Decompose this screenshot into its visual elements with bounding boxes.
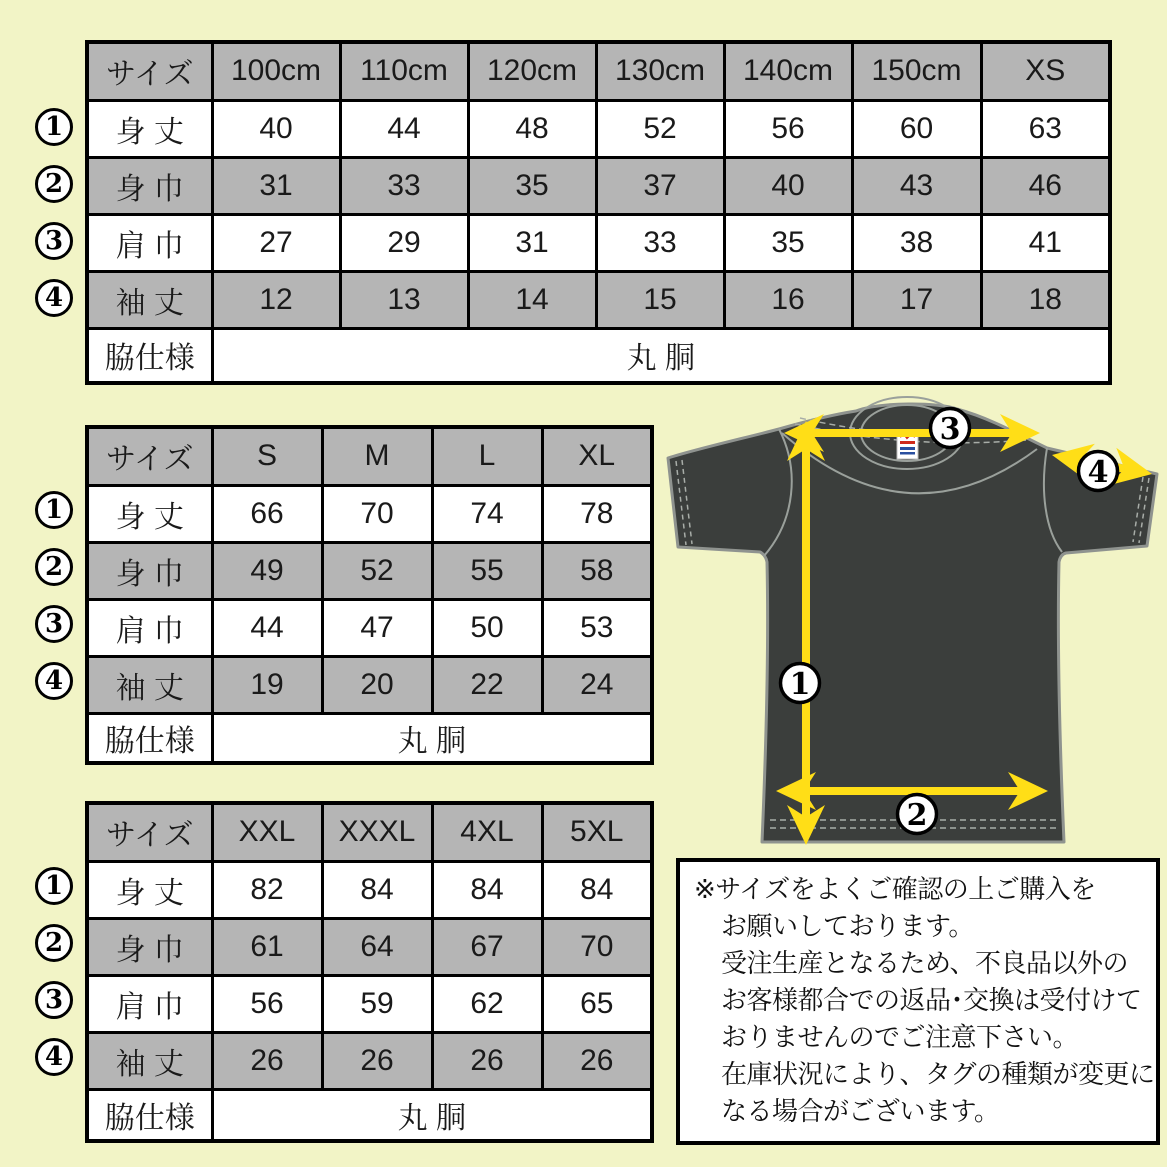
row-number-badge-3: 3: [35, 605, 73, 643]
value-cell: 78: [542, 485, 652, 542]
value-cell: 56: [212, 975, 322, 1032]
row-number-badge-4: 4: [35, 1038, 73, 1076]
header-cell: 4XL: [432, 803, 542, 861]
row-number-badge-1: 1: [35, 108, 73, 146]
value-cell: 82: [212, 861, 322, 918]
row-label-cell: 肩 巾: [87, 599, 212, 656]
value-cell: 16: [724, 271, 852, 328]
header-cell: 100cm: [212, 42, 340, 100]
value-cell: 64: [322, 918, 432, 975]
value-cell: 84: [542, 861, 652, 918]
measurement-marker-1: [781, 664, 820, 703]
header-cell: 150cm: [852, 42, 981, 100]
header-cell: 110cm: [340, 42, 468, 100]
header-cell: M: [322, 427, 432, 485]
value-cell: 37: [596, 157, 724, 214]
value-cell: 31: [212, 157, 340, 214]
value-cell: 41: [981, 214, 1110, 271]
header-cell: L: [432, 427, 542, 485]
value-cell: 12: [212, 271, 340, 328]
svg-text:3: 3: [939, 412, 961, 447]
value-cell: 61: [212, 918, 322, 975]
header-cell: サイズ: [87, 427, 212, 485]
header-cell: XXL: [212, 803, 322, 861]
tshirt-measurement-diagram: [650, 395, 1167, 860]
row-number-badge-1: 1: [35, 491, 73, 529]
value-cell: 24: [542, 656, 652, 713]
value-cell: 31: [468, 214, 596, 271]
footer-value-cell: 丸 胴: [212, 1089, 652, 1141]
value-cell: 58: [542, 542, 652, 599]
footer-value-cell: 丸 胴: [212, 328, 1110, 383]
value-cell: 26: [322, 1032, 432, 1089]
value-cell: 63: [981, 100, 1110, 157]
row-number-badge-1: 1: [35, 867, 73, 905]
footer-label-cell: 脇仕様: [87, 713, 212, 763]
value-cell: 43: [852, 157, 981, 214]
value-cell: 47: [322, 599, 432, 656]
value-cell: 52: [596, 100, 724, 157]
footer-label-cell: 脇仕様: [87, 328, 212, 383]
header-cell: XXXL: [322, 803, 432, 861]
value-cell: 62: [432, 975, 542, 1032]
value-cell: 59: [322, 975, 432, 1032]
value-cell: 53: [542, 599, 652, 656]
value-cell: 17: [852, 271, 981, 328]
value-cell: 29: [340, 214, 468, 271]
notice-line: 受注生産となるため、不良品以外の: [721, 948, 1128, 978]
value-cell: 56: [724, 100, 852, 157]
value-cell: 33: [596, 214, 724, 271]
svg-text:4: 4: [1087, 455, 1109, 490]
kids-size-table-grid: [85, 40, 1112, 385]
svg-text:1: 1: [789, 667, 811, 702]
row-number-badge-2: 2: [35, 548, 73, 586]
value-cell: 84: [322, 861, 432, 918]
row-label-cell: 身 巾: [87, 542, 212, 599]
value-cell: 70: [542, 918, 652, 975]
row-number-badge-2: 2: [35, 924, 73, 962]
measurement-marker-4: [1079, 452, 1118, 491]
header-cell: S: [212, 427, 322, 485]
row-label-cell: 身 巾: [87, 157, 212, 214]
value-cell: 84: [432, 861, 542, 918]
row-number-badge-3: 3: [35, 981, 73, 1019]
value-cell: 65: [542, 975, 652, 1032]
notice-line: ※サイズをよくご確認の上ご購入を: [694, 874, 1096, 904]
value-cell: 49: [212, 542, 322, 599]
notice-line: お願いしております。: [721, 911, 974, 941]
value-cell: 13: [340, 271, 468, 328]
value-cell: 15: [596, 271, 724, 328]
value-cell: 20: [322, 656, 432, 713]
notice-line: お客様都合での返品･交換は受付けて: [721, 985, 1142, 1015]
value-cell: 55: [432, 542, 542, 599]
plus-size-table: [85, 801, 650, 1143]
value-cell: 35: [468, 157, 596, 214]
value-cell: 26: [542, 1032, 652, 1089]
notice-box: [676, 858, 1160, 1145]
header-cell: サイズ: [87, 803, 212, 861]
value-cell: 33: [340, 157, 468, 214]
row-label-cell: 身 巾: [87, 918, 212, 975]
row-number-badge-2: 2: [35, 165, 73, 203]
value-cell: 35: [724, 214, 852, 271]
notice-line: 在庫状況により、タグの種類が変更に: [721, 1059, 1155, 1089]
svg-text:2: 2: [906, 798, 928, 833]
footer-label-cell: 脇仕様: [87, 1089, 212, 1141]
row-label-cell: 身 丈: [87, 861, 212, 918]
value-cell: 22: [432, 656, 542, 713]
value-cell: 46: [981, 157, 1110, 214]
row-label-cell: 身 丈: [87, 485, 212, 542]
value-cell: 19: [212, 656, 322, 713]
plus-size-table-grid: [85, 801, 654, 1143]
value-cell: 66: [212, 485, 322, 542]
header-cell: 130cm: [596, 42, 724, 100]
row-number-badge-4: 4: [35, 279, 73, 317]
row-number-badge-4: 4: [35, 662, 73, 700]
adult-size-table: [85, 425, 650, 765]
value-cell: 40: [724, 157, 852, 214]
value-cell: 26: [432, 1032, 542, 1089]
footer-value-cell: 丸 胴: [212, 713, 652, 763]
value-cell: 74: [432, 485, 542, 542]
value-cell: 40: [212, 100, 340, 157]
adult-size-table-grid: [85, 425, 654, 765]
value-cell: 60: [852, 100, 981, 157]
value-cell: 26: [212, 1032, 322, 1089]
value-cell: 38: [852, 214, 981, 271]
header-cell: 120cm: [468, 42, 596, 100]
header-cell: XS: [981, 42, 1110, 100]
row-label-cell: 袖 丈: [87, 271, 212, 328]
value-cell: 48: [468, 100, 596, 157]
kids-size-table: [85, 40, 1108, 385]
header-cell: XL: [542, 427, 652, 485]
value-cell: 67: [432, 918, 542, 975]
value-cell: 44: [340, 100, 468, 157]
value-cell: 18: [981, 271, 1110, 328]
row-label-cell: 肩 巾: [87, 975, 212, 1032]
row-label-cell: 肩 巾: [87, 214, 212, 271]
value-cell: 27: [212, 214, 340, 271]
value-cell: 14: [468, 271, 596, 328]
header-cell: サイズ: [87, 42, 212, 100]
row-label-cell: 袖 丈: [87, 656, 212, 713]
value-cell: 70: [322, 485, 432, 542]
value-cell: 44: [212, 599, 322, 656]
row-label-cell: 袖 丈: [87, 1032, 212, 1089]
measurement-marker-3: [931, 409, 970, 448]
notice-line: なる場合がございます。: [721, 1096, 1000, 1126]
row-number-badge-3: 3: [35, 222, 73, 260]
notice-line: おりませんのでご注意下さい。: [721, 1022, 1079, 1052]
header-cell: 140cm: [724, 42, 852, 100]
header-cell: 5XL: [542, 803, 652, 861]
measurement-marker-2: [898, 795, 937, 834]
value-cell: 52: [322, 542, 432, 599]
row-label-cell: 身 丈: [87, 100, 212, 157]
value-cell: 50: [432, 599, 542, 656]
